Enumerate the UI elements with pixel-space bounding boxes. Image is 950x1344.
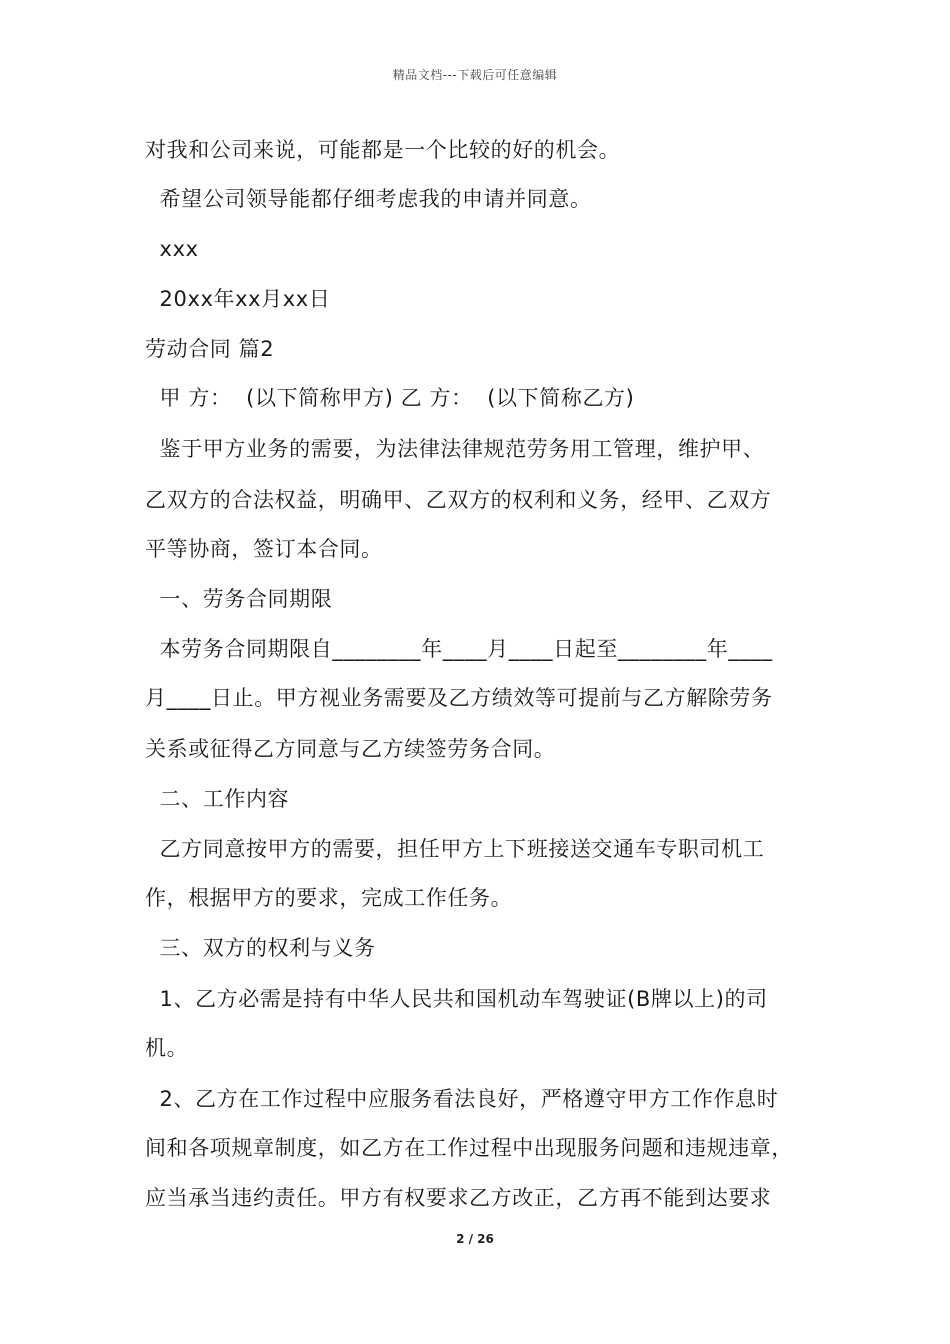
body-line: 希望公司领导能都仔细考虑我的申请并同意。 [145, 187, 592, 211]
page-header: 精品文档---下载后可任意编辑 [392, 68, 558, 82]
body-line: 关系或征得乙方同意与乙方续签劳务合同。 [145, 737, 556, 761]
section-heading: 一、劳务合同期限 [145, 587, 333, 611]
body-line: 应当承当违约责任。甲方有权要求乙方改正，乙方再不能到达要求 [145, 1186, 772, 1210]
body-line: 20xx年xx月xx日 [145, 287, 331, 311]
body-line: 对我和公司来说，可能都是一个比较的好的机会。 [145, 138, 621, 162]
body-line: 间和各项规章制度，如乙方在工作过程中出现服务问题和违规违章， [145, 1136, 793, 1160]
body-line: 2、乙方在工作过程中应服务看法良好，严格遵守甲方工作作息时 [145, 1087, 779, 1111]
body-line: 乙方同意按甲方的需要，担任甲方上下班接送交通车专职司机工 [145, 837, 765, 861]
body-line: 鉴于甲方业务的需要，为法律法律规范劳务用工管理，维护甲、 [145, 437, 765, 461]
body-line: xxx [145, 237, 199, 261]
section-heading: 劳动合同 篇2 [145, 337, 275, 361]
body-line: 乙双方的合法权益，明确甲、乙双方的权利和义务，经甲、乙双方 [145, 488, 772, 512]
body-line: 1、乙方必需是持有中华人民共和国机动车驾驶证(B牌以上)的司 [145, 987, 768, 1011]
section-heading: 三、双方的权利与义务 [145, 936, 376, 960]
body-line: 月____日止。甲方视业务需要及乙方绩效等可提前与乙方解除劳务 [145, 686, 773, 710]
section-heading: 二、工作内容 [145, 787, 290, 811]
body-line: 作，根据甲方的要求，完成工作任务。 [145, 886, 513, 910]
body-line: 甲 方： (以下简称甲方) 乙 方： (以下简称乙方) [145, 386, 635, 410]
page-number: 2 / 26 [456, 1232, 494, 1246]
body-line: 本劳务合同期限自________年____月____日起至________年____ [145, 637, 773, 661]
body-line: 机。 [145, 1036, 189, 1060]
body-line: 平等协商，签订本合同。 [145, 537, 383, 561]
